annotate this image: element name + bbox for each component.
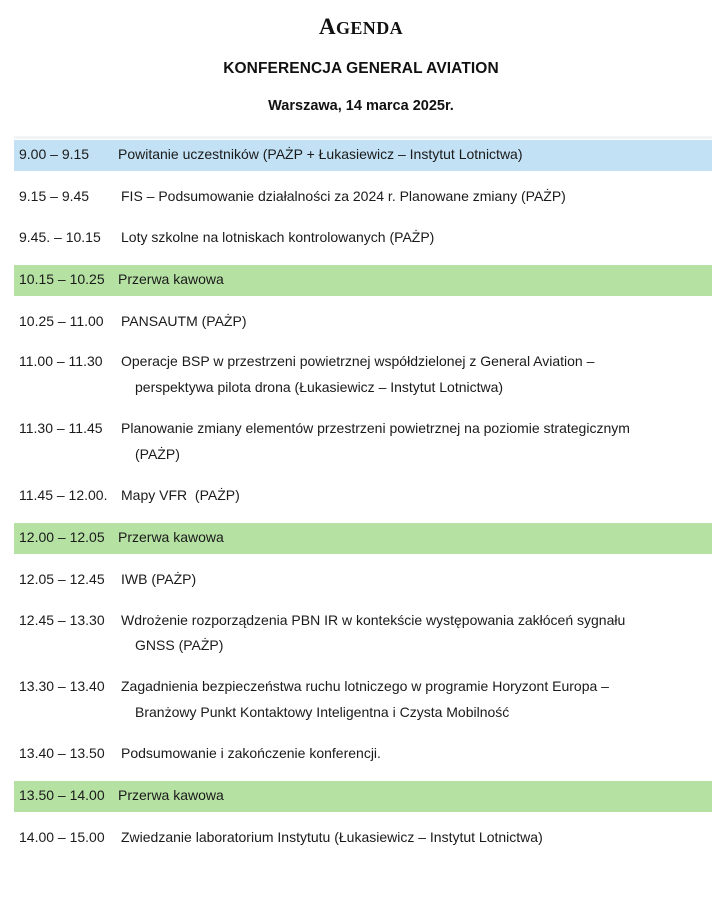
agenda-row <box>14 566 712 594</box>
agenda-row-description-line1: Loty szkolne na lotniskach kontrolowanych (PAŻP) <box>121 228 435 245</box>
agenda-row-time: 10.15 – 10.25 <box>19 270 105 287</box>
agenda-row-description-line1: FIS – Podsumowanie działalności za 2024 r. Planowane zmiany (PAŻP) <box>121 187 566 204</box>
agenda-row-description-line2: Branżowy Punkt Kontaktowy Inteligentna i Czysta Mobilność <box>135 704 510 721</box>
agenda-row-description-line1: Przerwa kawowa <box>118 786 224 803</box>
table-top-rule <box>14 136 712 139</box>
agenda-row-description-line1: PANSAUTM (PAŻP) <box>121 312 247 329</box>
agenda-row-description-line1: Przerwa kawowa <box>118 270 224 287</box>
agenda-row-time: 11.00 – 11.30 <box>19 353 103 370</box>
page-title-rest: GENDA <box>336 18 404 38</box>
agenda-row-time: 9.45. – 10.15 <box>19 228 101 245</box>
agenda-row-description <box>121 228 712 248</box>
agenda-row-description <box>121 187 712 207</box>
agenda-row-description-line1: Mapy VFR (PAŻP) <box>121 486 240 503</box>
agenda-row-description-line2: perspektywa pilota drona (Łukasiewicz – Instytut Lotnictwa) <box>135 379 504 396</box>
agenda-row-time: 12.00 – 12.05 <box>19 528 105 545</box>
agenda-row <box>14 607 712 661</box>
agenda-row-description <box>121 570 712 590</box>
agenda-row-break <box>14 265 712 296</box>
agenda-row <box>14 183 712 211</box>
agenda-row-description <box>118 528 712 548</box>
agenda-row-description <box>121 677 712 723</box>
agenda-row-time: 12.05 – 12.45 <box>19 570 105 587</box>
agenda-row-description <box>121 744 712 764</box>
agenda-row-time: 11.30 – 11.45 <box>19 420 103 437</box>
agenda-row-description <box>121 312 712 332</box>
agenda-row <box>14 224 712 252</box>
agenda-row-time: 13.40 – 13.50 <box>19 745 105 761</box>
agenda-row-description <box>118 786 712 806</box>
agenda-row-time: 9.15 – 9.45 <box>19 187 90 204</box>
agenda-table <box>14 140 712 865</box>
agenda-row-description-line1: Powitanie uczestników (PAŻP + Łukasiewicz – Instytut Lotnictwa) <box>118 146 523 162</box>
agenda-row <box>14 740 712 768</box>
agenda-row-description <box>121 828 712 848</box>
agenda-row-description-line1: Wdrożenie rozporządzenia PBN IR w kontekście występowania zakłóceń sygnału <box>121 611 626 628</box>
agenda-row-description-line2: GNSS (PAŻP) <box>135 637 224 654</box>
agenda-row-time: 11.45 – 12.00. <box>19 486 108 503</box>
agenda-row-description-line1: Planowanie zmiany elementów przestrzeni powietrznej na poziomie strategicznym <box>121 420 630 437</box>
agenda-row-description-line1: Zwiedzanie laboratorium Instytutu (Łukasiewicz – Instytut Lotnictwa) <box>121 828 543 845</box>
agenda-row-break <box>14 781 712 812</box>
agenda-rows <box>14 140 712 852</box>
agenda-row-time: 12.45 – 13.30 <box>19 611 105 628</box>
agenda-row-time: 9.00 – 9.15 <box>19 146 90 162</box>
agenda-row <box>14 824 712 852</box>
agenda-row-description-line1: IWB (PAŻP) <box>121 570 197 587</box>
agenda-row <box>14 348 712 402</box>
agenda-row <box>14 673 712 727</box>
page-title-initial: A <box>318 14 336 39</box>
agenda-row-description-line2: (PAŻP) <box>135 446 180 462</box>
agenda-row <box>14 415 712 469</box>
agenda-row-description-line1: Podsumowanie i zakończenie konferencji. <box>121 745 381 761</box>
document-header <box>0 0 722 114</box>
agenda-row-description-line1: Przerwa kawowa <box>118 528 224 545</box>
agenda-row-description <box>118 270 712 290</box>
conference-date-location: Warszawa, 14 marca 2025r. <box>268 97 454 114</box>
agenda-row-highlighted <box>14 140 712 171</box>
agenda-row-description <box>121 486 712 506</box>
agenda-row-time: 10.25 – 11.00 <box>19 312 104 329</box>
agenda-row-description <box>121 352 712 398</box>
agenda-row-description <box>121 419 712 465</box>
agenda-row <box>14 482 712 510</box>
agenda-row-description-line1: Operacje BSP w przestrzeni powietrznej współdzielonej z General Aviation – <box>121 353 595 370</box>
agenda-row-time: 14.00 – 15.00 <box>19 828 105 845</box>
agenda-row-time: 13.30 – 13.40 <box>19 678 105 695</box>
agenda-row-description <box>121 611 712 657</box>
conference-name: KONFERENCJA GENERAL AVIATION <box>223 59 499 77</box>
page-title <box>0 14 722 40</box>
agenda-row-description-line1: Zagadnienia bezpieczeństwa ruchu lotniczego w programie Horyzont Europa – <box>121 678 609 695</box>
agenda-row-break <box>14 523 712 554</box>
agenda-row-time: 13.50 – 14.00 <box>19 786 105 803</box>
agenda-row-description <box>118 145 712 165</box>
agenda-row <box>14 308 712 336</box>
